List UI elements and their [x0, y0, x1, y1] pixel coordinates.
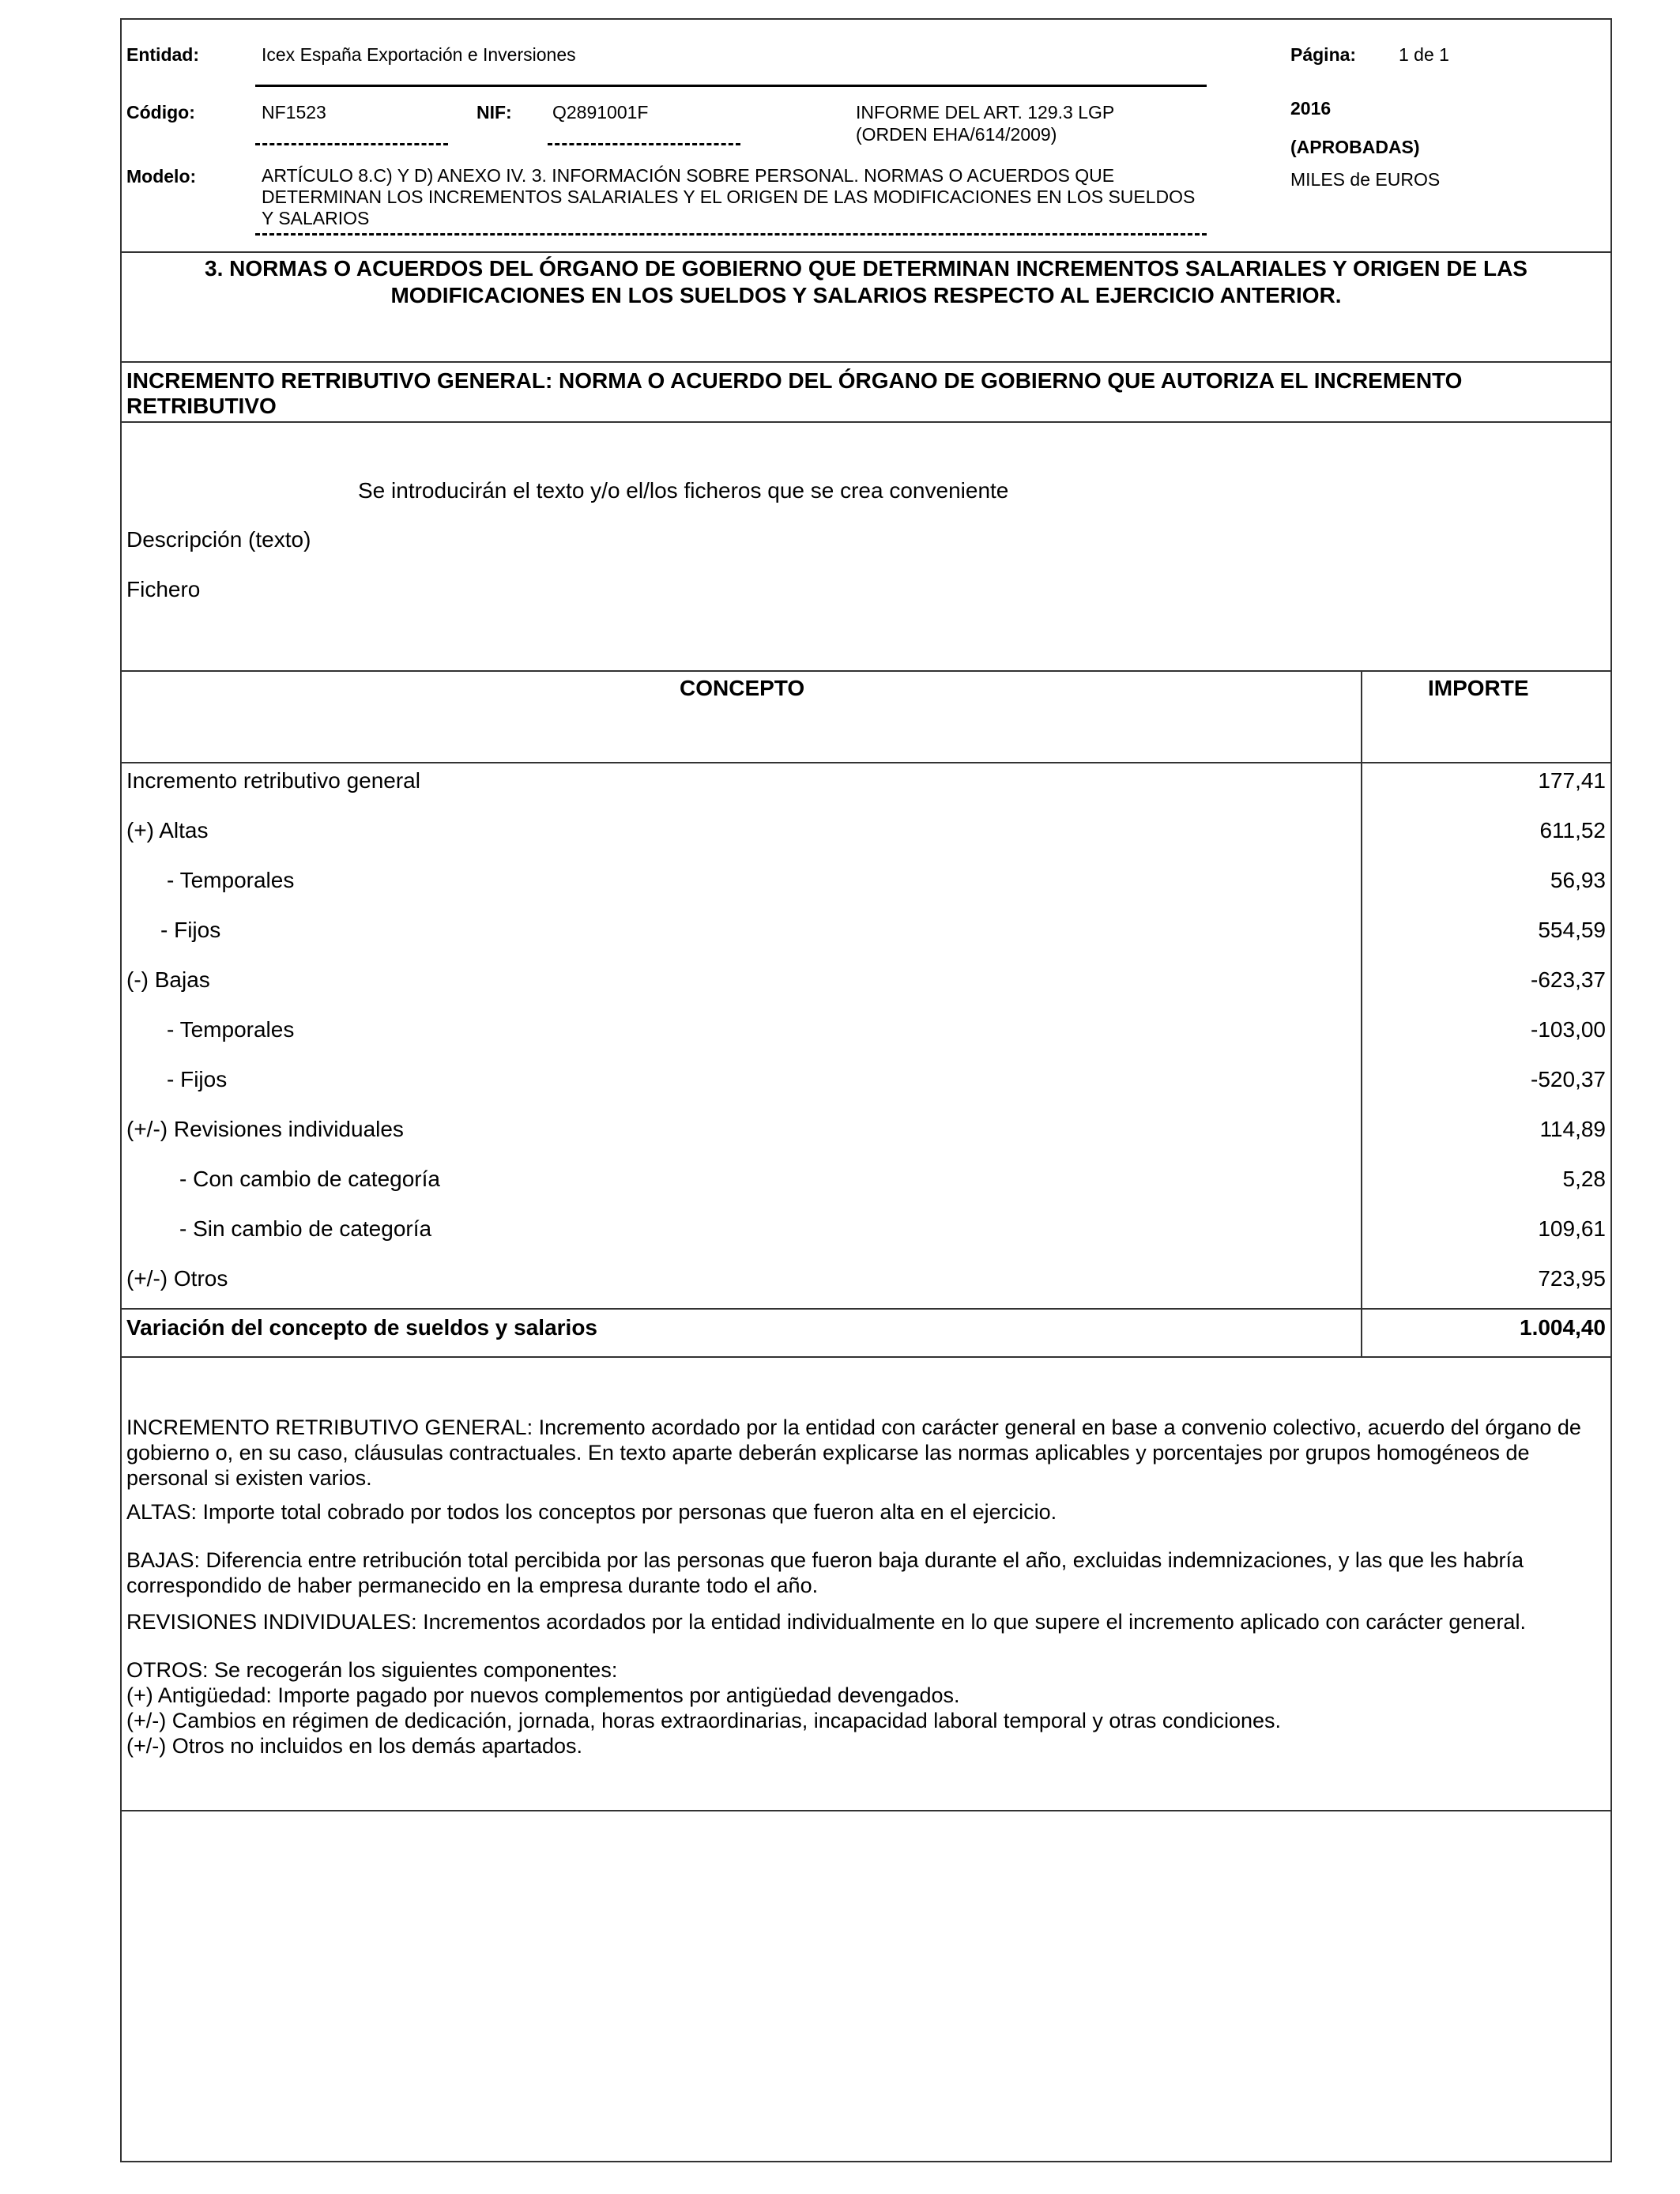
pagina-value: 1 de 1: [1399, 44, 1449, 65]
row-value-bajas: -623,37: [1531, 967, 1606, 992]
modelo-label: Modelo:: [126, 166, 197, 187]
total-label: Variación del concepto de sueldos y salarios: [126, 1315, 597, 1340]
row-value-otros: 723,95: [1538, 1266, 1606, 1291]
row-label-bajas-fijos: - Fijos: [167, 1067, 228, 1091]
row-label-altas: (+) Altas: [126, 818, 209, 843]
document-frame: [120, 18, 1612, 2162]
col-header-concepto: CONCEPTO: [680, 676, 805, 700]
subsection-title: INCREMENTO RETRIBUTIVO GENERAL: NORMA O ACUERDO DEL ÓRGANO DE GOBIERNO QUE AUTORIZA EL INCREMENTO RETRIBUTIVO: [126, 368, 1463, 418]
note-revisiones: REVISIONES INDIVIDUALES: Incrementos acordados por la entidad individualmente en lo que supere el incremento aplicado con carácter general.: [126, 1610, 1526, 1634]
row-value-revisiones: 114,89: [1539, 1117, 1606, 1141]
note-bajas: BAJAS: Diferencia entre retribución total percibida por las personas que fueron baja durante el año, excluidas indemnizaciones, y las que les habría correspondido de haber permanecido en la empresa durante todo el año.: [126, 1548, 1524, 1597]
pagina-label: Página:: [1290, 44, 1357, 65]
informe-label: INFORME DEL ART. 129.3 LGP (ORDEN EHA/614/2009): [856, 102, 1115, 145]
nif-underline: [548, 143, 740, 145]
entidad-value: Icex España Exportación e Inversiones: [262, 44, 576, 65]
table-bottom-border: [120, 1356, 1612, 1358]
row-label-revisiones: (+/-) Revisiones individuales: [126, 1117, 404, 1141]
row-label-altas-fijos: - Fijos: [160, 918, 221, 942]
note-otros: OTROS: Se recogerán los siguientes componentes: (+) Antigüedad: Importe pagado por nuevos complementos por antigüedad devengados. (+/-) Cambios en régimen de dedicación, jornada, horas extraordinarias, incapacidad laboral temporal y otras condiciones. (+/-) Otros no incluidos en los demás apartados.: [126, 1658, 1282, 1758]
row-value-bajas-fijos: -520,37: [1531, 1067, 1606, 1091]
row-label-altas-temporales: - Temporales: [167, 868, 295, 892]
entidad-label: Entidad:: [126, 44, 199, 65]
section-title: 3. NORMAS O ACUERDOS DEL ÓRGANO DE GOBIERNO QUE DETERMINAN INCREMENTOS SALARIALES Y ORIGEN DE LAS MODIFICACIONES EN LOS SUELDOS Y SALARIOS RESPECTO AL EJERCICIO ANTERIOR.: [205, 256, 1527, 307]
note-incremento-general: INCREMENTO RETRIBUTIVO GENERAL: Incremento acordado por la entidad con carácter general en base a convenio colectivo, acuerdo del órgano de gobierno o, en su caso, cláusulas contractuales. En texto aparte deberán explicarse las normas aplicables y porcentajes por grupos homogéneos de personal si existen varios.: [126, 1416, 1581, 1490]
row-label-incremento-general: Incremento retributivo general: [126, 768, 420, 793]
table-top-border: [120, 670, 1612, 672]
notes-bottom-divider: [120, 1810, 1612, 1811]
col-header-importe: IMPORTE: [1428, 676, 1529, 700]
nif-value: Q2891001F: [552, 102, 649, 123]
row-label-bajas: (-) Bajas: [126, 967, 210, 992]
units-label: MILES de EUROS: [1290, 169, 1441, 190]
row-label-con-cambio: - Con cambio de categoría: [179, 1167, 440, 1191]
codigo-value: NF1523: [262, 102, 326, 123]
row-value-con-cambio: 5,28: [1562, 1167, 1606, 1191]
row-value-sin-cambio: 109,61: [1538, 1216, 1606, 1241]
codigo-underline: [255, 143, 448, 145]
row-value-altas-temporales: 56,93: [1550, 868, 1606, 892]
nif-label: NIF:: [477, 102, 512, 123]
row-value-altas: 611,52: [1539, 818, 1606, 843]
row-label-otros: (+/-) Otros: [126, 1266, 228, 1291]
row-value-bajas-temporales: -103,00: [1531, 1017, 1606, 1042]
section-divider: [120, 361, 1612, 363]
codigo-label: Código:: [126, 102, 195, 123]
row-value-incremento-general: 177,41: [1538, 768, 1606, 793]
modelo-underline: [255, 233, 1207, 236]
fichero-label: Fichero: [126, 577, 201, 601]
note-altas: ALTAS: Importe total cobrado por todos los conceptos por personas que fueron alta en el ejercicio.: [126, 1500, 1057, 1524]
intro-text: Se introducirán el texto y/o el/los ficheros que se crea conveniente: [358, 478, 1009, 503]
descripcion-label: Descripción (texto): [126, 527, 311, 552]
header-divider: [120, 251, 1612, 253]
total-divider: [120, 1308, 1612, 1310]
status-label: (APROBADAS): [1290, 137, 1420, 157]
entidad-underline: [255, 85, 1207, 87]
subsection-divider: [120, 421, 1612, 423]
row-label-sin-cambio: - Sin cambio de categoría: [179, 1216, 432, 1241]
column-divider: [1361, 670, 1362, 1357]
total-value: 1.004,40: [1520, 1315, 1606, 1340]
modelo-value: ARTÍCULO 8.C) Y D) ANEXO IV. 3. INFORMACIÓN SOBRE PERSONAL. NORMAS O ACUERDOS QUE DETERMINAN LOS INCREMENTOS SALARIALES Y EL ORIGEN DE LAS MODIFICACIONES EN LOS SUELDOS Y SALARIOS: [262, 165, 1196, 228]
year: 2016: [1290, 98, 1332, 119]
row-value-altas-fijos: 554,59: [1538, 918, 1606, 942]
row-label-bajas-temporales: - Temporales: [167, 1017, 295, 1042]
table-header-divider: [120, 762, 1612, 763]
